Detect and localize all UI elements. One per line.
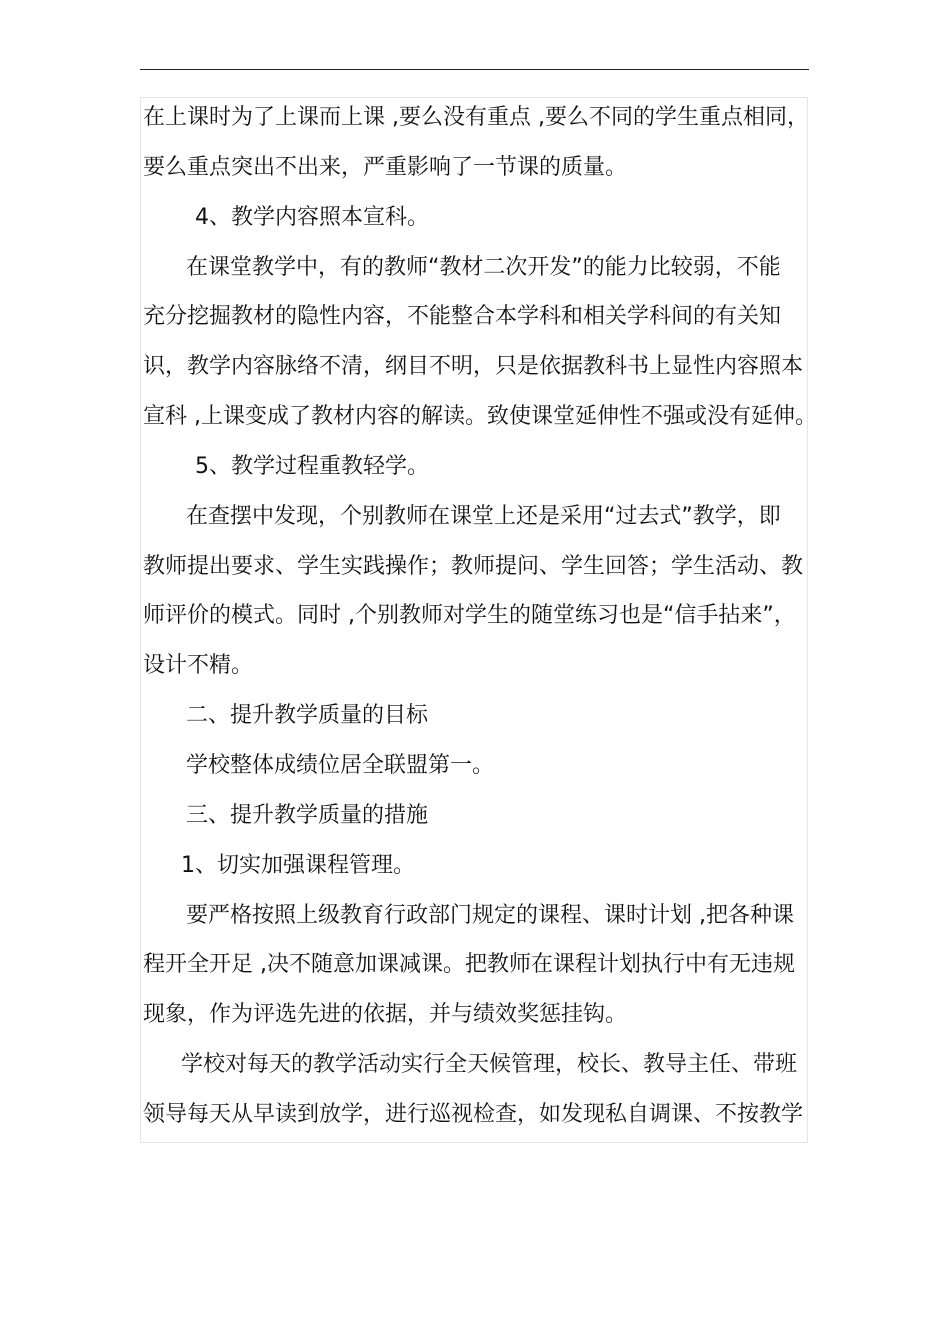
paragraph-line: 要么重点突出不出来，严重影响了一节课的质量。 — [143, 154, 628, 180]
paragraph-line: 识，教学内容脉络不清，纲目不明，只是依据教科书上显性内容照本 — [143, 354, 804, 380]
paragraph-line: 程开全开足 ,决不随意加课减课。把教师在课程计划执行中有无违规 — [143, 952, 795, 978]
paragraph-line: 在查摆中发现，个别教师在课堂上还是采用“过去式”教学，即 — [186, 503, 781, 529]
paragraph-line: 设计不精。 — [143, 653, 254, 679]
paragraph-line: 现象，作为评选先进的依据，并与绩效奖惩挂钩。 — [143, 1002, 628, 1028]
section-heading: 5、教学过程重教轻学。 — [195, 453, 429, 479]
paragraph-line: 教师提出要求、学生实践操作；教师提问、学生回答；学生活动、教 — [143, 553, 804, 579]
paragraph-line: 领导每天从早读到放学，进行巡视检查，如发现私自调课、不按教学 — [143, 1101, 804, 1127]
paragraph-line: 学校对每天的教学活动实行全天候管理，校长、教导主任、带班 — [181, 1052, 798, 1078]
document-body — [143, 97, 819, 1144]
paragraph-line: 在课堂教学中，有的教师“教材二次开发”的能力比较弱，不能 — [186, 254, 781, 280]
paragraph-line: 学校整体成绩位居全联盟第一。 — [186, 752, 495, 778]
section-heading: 三、提升教学质量的措施 — [186, 802, 429, 828]
subsection-heading: 1、切实加强课程管理。 — [181, 852, 415, 878]
section-heading: 4、教学内容照本宣科。 — [195, 204, 429, 230]
paragraph-line: 在上课时为了上课而上课 ,要么没有重点 ,要么不同的学生重点相同， — [143, 105, 809, 130]
header-rule — [140, 69, 809, 70]
paragraph-line: 充分挖掘教材的隐性内容，不能整合本学科和相关学科间的有关知 — [143, 304, 782, 330]
paragraph-line: 师评价的模式。同时 ,个别教师对学生的随堂练习也是“信手拈来”， — [143, 603, 796, 629]
paragraph-line: 宣科 ,上课变成了教材内容的解读。致使课堂延伸性不强或没有延伸。 — [143, 404, 817, 430]
paragraph-line: 要严格按照上级教育行政部门规定的课程、课时计划 ,把各种课 — [186, 902, 794, 928]
section-heading: 二、提升教学质量的目标 — [186, 703, 429, 729]
